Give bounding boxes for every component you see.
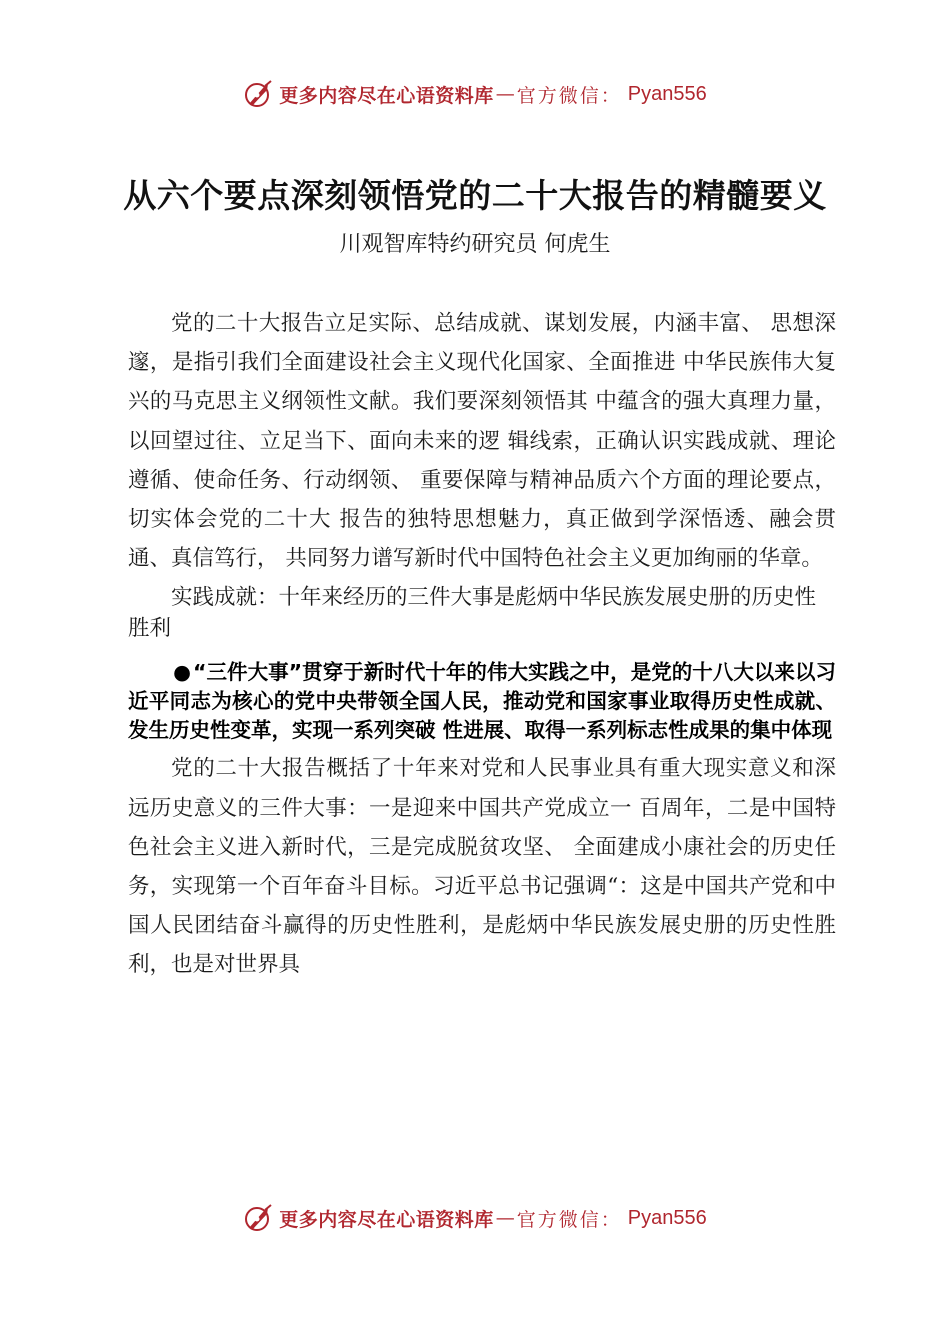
banner-wechat-id: Pyan556 <box>627 1206 707 1229</box>
banner-wechat-id: Pyan556 <box>627 82 707 105</box>
banner-site-text: 更多内容尽在心语资料库 <box>279 84 494 107</box>
bullet-icon: ● <box>173 660 192 685</box>
key-point-text: “三件大事”贯穿于新时代十年的伟大实践之中，是党的十八大以来以习近平同志为核心的党中央带领全国人民，推动党和国家事业取得历史性成就、发生历史性变革，实现一系列突破 性进展、取得一系列标志性成果的集中体现 <box>128 660 836 743</box>
banner-site-text: 更多内容尽在心语资料库 <box>279 1208 494 1231</box>
page-title: 从六个要点深刻领悟党的二十大报告的精髓要义 <box>123 176 827 215</box>
header-banner <box>0 72 950 116</box>
pen-nib-seal-icon <box>243 1202 275 1234</box>
banner-wechat-label: 官方微信： <box>516 84 622 107</box>
article-body <box>128 304 836 985</box>
body-paragraph: 党的二十大报告概括了十年来对党和人民事业具有重大现实意义和深远历史意义的三件大事：一是迎来中国共产党成立一 百周年，二是中国特色社会主义进入新时代，三是完成脱贫攻坚、 全面建成小康社会的历史任务，实现第一个百年奋斗目标。习近平总书记强调“：这是中国共产党和中国人民团结奋斗赢得的历史性胜利，是彪炳中华民族发展史册的历史性胜利，也是对世界具 <box>128 756 836 978</box>
banner-separator: — <box>495 83 515 105</box>
footer-banner <box>0 1196 950 1240</box>
banner-wechat-label: 官方微信： <box>516 1208 622 1231</box>
author-line: 川观智库特约研究员 何虎生 <box>339 232 611 257</box>
banner-separator: — <box>495 1207 515 1229</box>
key-point <box>128 658 836 745</box>
pen-nib-seal-icon <box>243 78 275 110</box>
section-heading: 实践成就：十年来经历的三件大事是彪炳中华民族发展史册的历史性胜利 <box>128 585 817 642</box>
intro-paragraph: 党的二十大报告立足实际、总结成就、谋划发展，内涵丰富、 思想深邃，是指引我们全面建设社会主义现代化国家、全面推进 中华民族伟大复兴的马克思主义纲领性文献。我们要深刻领悟其 中蕴含的强大真理力量，以回望过往、立足当下、面向未来的逻 辑线索，正确认识实践成就、理论遵循、使命任务、行动纲领、 重要保障与精神品质六个方面的理论要点，切实体会党的二十大 报告的独特思想魅力，真正做到学深悟透、融会贯通、真信笃行， 共同努力谱写新时代中国特色社会主义更加绚丽的华章。 <box>128 311 836 572</box>
